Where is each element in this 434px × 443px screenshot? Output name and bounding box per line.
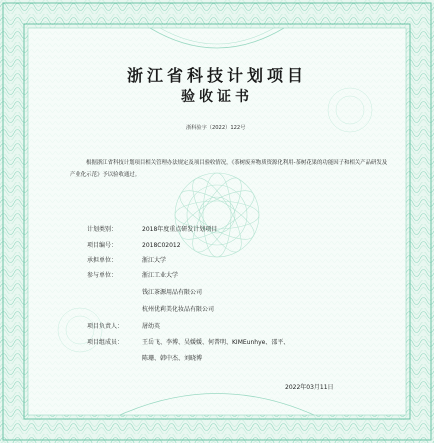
field-value: 王岳飞、李博、吴媛媛、何普明、KIMEunhye、邵平、 bbox=[142, 339, 290, 346]
certificate-subtitle: 验收证书 bbox=[181, 89, 253, 105]
field-label: 计划类别： bbox=[87, 226, 118, 233]
certificate-title: 浙江省科技计划项目 bbox=[126, 66, 307, 85]
intro-paragraph: 根据浙江省科技计划项目相关管理办法规定及项目验收情况，《茶树废弃物质资源化利用-茶树花果的功能因子和相关产品研发及产业化示范》予以验收通过。 bbox=[70, 160, 388, 178]
certificate-date: 2022年03月11日 bbox=[285, 384, 334, 391]
document-number: 浙科验字（2022）122号 bbox=[186, 125, 246, 131]
participant-2: 钱江茶源用品有限公司 bbox=[142, 289, 203, 296]
field-value: 2018年度重点研发计划项目 bbox=[142, 226, 218, 233]
members-continued: 陈珊、韩中杰、刘晓博 bbox=[142, 355, 203, 362]
field-leader bbox=[87, 321, 160, 330]
field-plan-type bbox=[87, 224, 217, 233]
field-lead-unit bbox=[87, 255, 166, 264]
field-value: 浙江工业大学 bbox=[142, 272, 179, 279]
field-members bbox=[87, 337, 289, 346]
field-project-no bbox=[87, 240, 181, 249]
field-value: 浙江大学 bbox=[142, 257, 167, 264]
field-participants bbox=[87, 270, 178, 279]
field-label: 参与单位： bbox=[87, 272, 118, 279]
field-value: 屠幼英 bbox=[142, 323, 161, 330]
field-label: 项目组成员： bbox=[87, 339, 124, 346]
field-label: 项目负责人： bbox=[87, 323, 124, 330]
field-label: 承担单位： bbox=[87, 257, 118, 264]
field-label: 项目编号： bbox=[87, 242, 118, 249]
participant-3: 杭州优莉美化妆品有限公司 bbox=[142, 306, 215, 313]
field-value: 2018C02012 bbox=[142, 242, 181, 249]
